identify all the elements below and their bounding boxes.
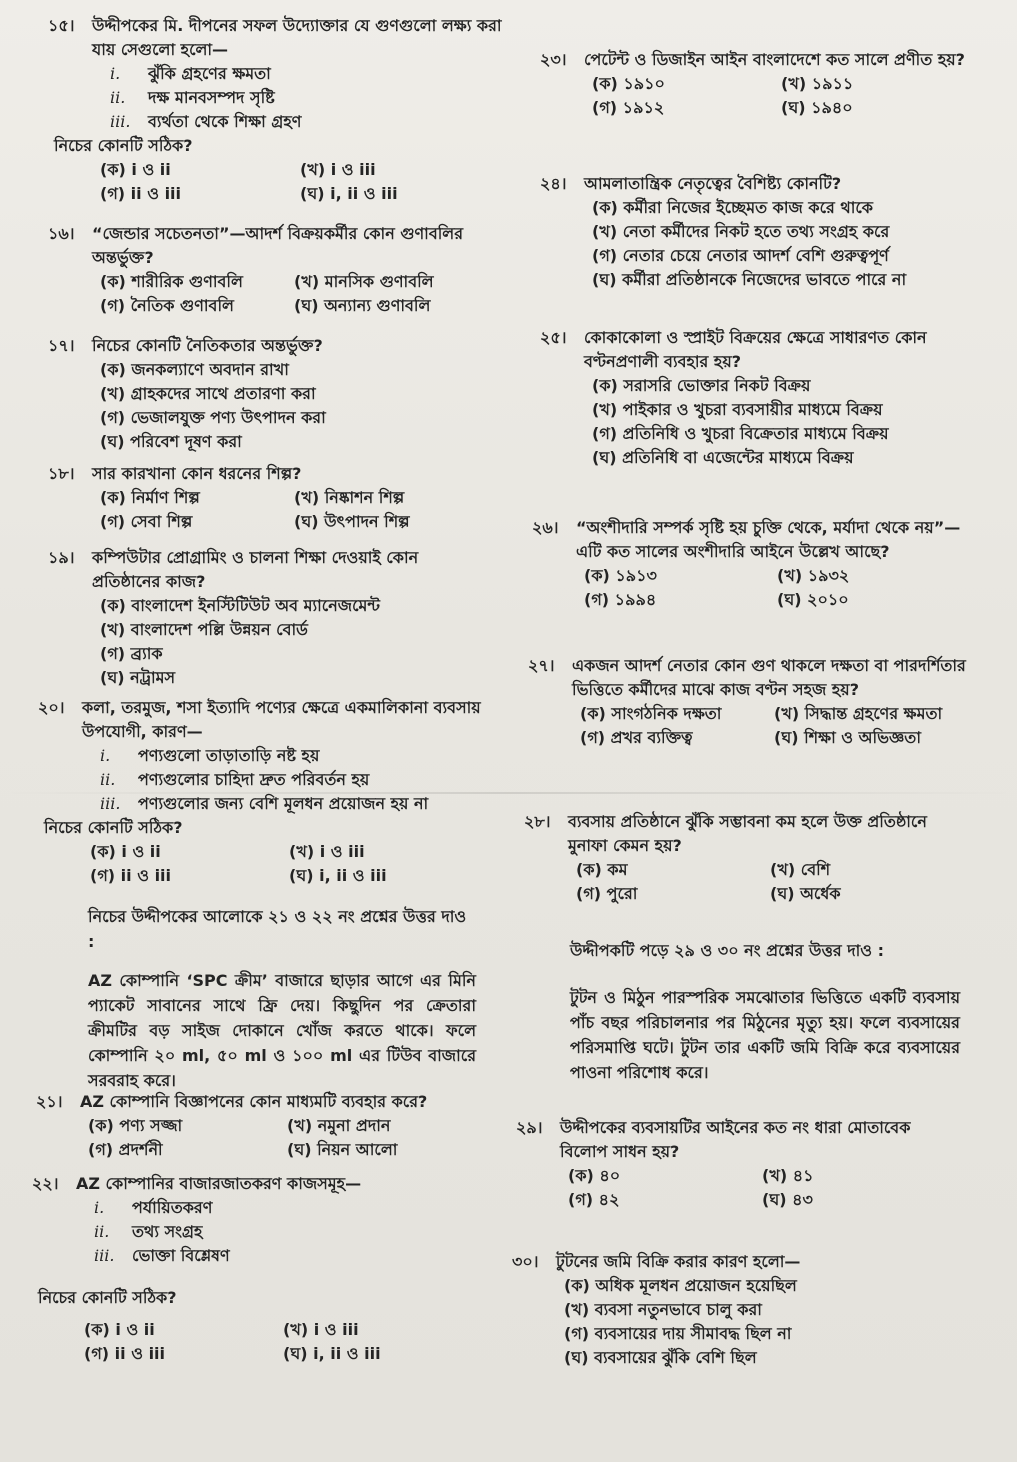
option-ka: (ক) ১৯১০: [592, 74, 665, 93]
option-ka: (ক) জনকল্যাণে অবদান রাখা: [100, 360, 289, 379]
option-kha: (খ) ব্যবসা নতুনভাবে চালু করা: [564, 1300, 762, 1319]
option-ga: (গ) ব্যবসায়ের দায় সীমাবদ্ধ ছিল না: [564, 1324, 792, 1343]
question-24: [540, 172, 970, 292]
option-ga: (গ) প্রদর্শনী: [88, 1140, 163, 1159]
question-stem: উদ্দীপকের মি. দীপনের সফল উদ্যোক্তার যে গুণগুলো লক্ষ্য করা যায় সেগুলো হলো—: [92, 16, 502, 59]
options: [568, 1164, 956, 1212]
stimulus-text: AZ কোম্পানি ‘SPC ক্রীম’ বাজারে ছাড়ার আগে এর মিনি প্যাকেট সাবানের সাথে ফ্রি দেয়। কিছুদিন পর ক্রেতারা ক্রীমটির বড় সাইজ দোকানে খোঁজ করতে থাকে। ফলে কোম্পানি ২০ ml, ৫০ ml ও ১০০ ml এর টিউব বাজারে সরবরাহ করে।: [88, 971, 476, 1090]
option-gha: (ঘ) i, ii ও iii: [283, 1344, 381, 1363]
option-kha: (খ) নিষ্কাশন শিল্প: [294, 488, 405, 507]
question-stem: AZ কোম্পানির বাজারজাতকরণ কাজসমূহ—: [76, 1174, 362, 1193]
options: [576, 858, 964, 906]
option-ka: (ক) অধিক মূলধন প্রয়োজন হয়েছিল: [564, 1276, 797, 1295]
option-kha: (খ) নেতা কর্মীদের নিকট হতে তথ্য সংগ্রহ করে: [592, 222, 890, 241]
option-ka: (ক) ৪০: [568, 1166, 621, 1185]
statement: i. পর্যায়িতকরণ: [94, 1198, 213, 1217]
option-gha: (ঘ) i, ii ও iii: [300, 184, 398, 203]
which-correct: নিচের কোনটি সঠিক?: [38, 1288, 177, 1307]
options: [100, 358, 488, 454]
options: [564, 1274, 952, 1370]
statement-list: [100, 744, 488, 816]
option-gha: (ঘ) শিক্ষা ও অভিজ্ঞতা: [774, 728, 921, 747]
option-gha: (ঘ) অর্ধেক: [770, 884, 841, 903]
question-number: ২৪।: [540, 174, 567, 193]
question-stem: আমলাতান্ত্রিক নেতৃত্বের বৈশিষ্ট্য কোনটি?: [584, 174, 842, 193]
option-ka: (ক) পণ্য সজ্জা: [88, 1116, 183, 1135]
option-ka: (ক) i ও ii: [84, 1320, 155, 1339]
options: [84, 1318, 482, 1366]
option-kha: (খ) সিদ্ধান্ত গ্রহণের ক্ষমতা: [774, 704, 943, 723]
question-number: ৩০।: [512, 1252, 539, 1271]
statement-list: [94, 1196, 482, 1268]
options: [100, 158, 503, 206]
option-gha: (ঘ) ৪৩: [762, 1190, 813, 1209]
option-ga: (গ) ভেজালযুক্ত পণ্য উৎপাদন করা: [100, 408, 326, 427]
option-gha: (ঘ) নট্রামস: [100, 668, 176, 687]
question-26: [532, 516, 970, 612]
option-gha: (ঘ) কর্মীরা প্রতিষ্ঠানকে নিজেদের ভাবতে পারে না: [592, 270, 907, 289]
statement: iii. পণ্যগুলোর জন্য বেশি মূলধন প্রয়োজন হয় না: [100, 794, 429, 813]
question-stem: নিচের কোনটি নৈতিকতার অন্তর্ভুক্ত?: [92, 336, 323, 355]
question-number: ২৯।: [516, 1118, 543, 1137]
option-ka: (ক) কম: [576, 860, 628, 879]
statement-list: [110, 62, 503, 134]
question-stem: “জেন্ডার সচেতনতা”—আদর্শ বিক্রয়কর্মীর কোন গুণাবলির অন্তর্ভুক্ত?: [92, 224, 464, 267]
option-ga: (গ) ব্র্যাক: [100, 644, 163, 663]
question-stem: কোকাকোলা ও স্প্রাইট বিক্রয়ের ক্ষেত্রে সাধারণত কোন বণ্টনপ্রণালী ব্যবহার হয়?: [584, 328, 927, 371]
options: [592, 196, 970, 292]
question-number: ২৬।: [532, 518, 559, 537]
stimulus-intro: নিচের উদ্দীপকের আলোকে ২১ ও ২২ নং প্রশ্নের উত্তর দাও :: [88, 907, 467, 951]
option-ga: (গ) ১৯৯৪: [584, 590, 657, 609]
question-18: [48, 462, 488, 534]
question-number: ১৬।: [48, 224, 75, 243]
question-21: [36, 1090, 486, 1162]
question-20: [38, 696, 488, 888]
statement: i. পণ্যগুলো তাড়াতাড়ি নষ্ট হয়: [100, 746, 320, 765]
option-ga: (গ) পুরো: [576, 884, 638, 903]
question-30: [512, 1250, 952, 1370]
options: [88, 1114, 486, 1162]
stimulus-29-30: [570, 938, 960, 1085]
question-number: ১৯।: [48, 548, 75, 567]
question-stem: একজন আদর্শ নেতার কোন গুণ থাকলে দক্ষতা বা পারদর্শিতার ভিত্তিতে কর্মীদের মাঝে কাজ বণ্টন সহজ হয়?: [572, 656, 966, 699]
option-kha: (খ) i ও iii: [283, 1320, 359, 1339]
options: [584, 564, 970, 612]
option-ga: (গ) ১৯১২: [592, 98, 665, 117]
option-gha: (ঘ) নিয়ন আলো: [287, 1140, 398, 1159]
option-ga: (গ) ii ও iii: [90, 866, 172, 885]
option-ka: (ক) সরাসরি ভোক্তার নিকট বিক্রয়: [592, 376, 811, 395]
options: [100, 594, 488, 690]
which-correct: নিচের কোনটি সঠিক?: [54, 136, 193, 155]
option-gha: (ঘ) ব্যবসায়ের ঝুঁকি বেশি ছিল: [564, 1348, 757, 1367]
question-number: ২১।: [36, 1092, 63, 1111]
question-number: ২৩।: [540, 50, 567, 69]
option-kha: (খ) পাইকার ও খুচরা ব্যবসায়ীর মাধ্যমে বিক্রয়: [592, 400, 883, 419]
question-stem: ব্যবসায় প্রতিষ্ঠানে ঝুঁকি সম্ভাবনা কম হলে উক্ত প্রতিষ্ঠানে মুনাফা কেমন হয়?: [568, 812, 927, 855]
question-number: ২৮।: [524, 812, 551, 831]
option-gha: (ঘ) উৎপাদন শিল্প: [294, 512, 410, 531]
question-15: [48, 14, 503, 206]
option-gha: (ঘ) ২০১০: [777, 590, 849, 609]
option-kha: (খ) ১৯৩২: [777, 566, 850, 585]
option-gha: (ঘ) প্রতিনিধি বা এজেন্টের মাধ্যমে বিক্রয়: [592, 448, 854, 467]
question-number: ২৭।: [528, 656, 555, 675]
option-ga: (গ) প্রতিনিধি ও খুচরা বিক্রেতার মাধ্যমে বিক্রয়: [592, 424, 889, 443]
question-25: [540, 326, 970, 470]
question-stem: কম্পিউটার প্রোগ্রামিং ও চালনা শিক্ষা দেওয়াই কোন প্রতিষ্ঠানের কাজ?: [92, 548, 419, 591]
option-ka: (ক) শারীরিক গুণাবলি: [100, 272, 243, 291]
question-stem: টুটনের জমি বিক্রি করার কারণ হলো—: [556, 1252, 801, 1271]
statement: ii. তথ্য সংগ্রহ: [94, 1222, 203, 1241]
option-ka: (ক) ১৯১৩: [584, 566, 657, 585]
question-28: [524, 810, 964, 906]
question-stem: সার কারখানা কোন ধরনের শিল্প?: [92, 464, 302, 483]
statement: iii. ব্যর্থতা থেকে শিক্ষা গ্রহণ: [110, 112, 302, 131]
option-kha: (খ) বেশি: [770, 860, 831, 879]
options: [580, 702, 968, 750]
option-kha: (খ) ১৯১১: [781, 74, 854, 93]
options: [100, 486, 488, 534]
option-ka: (ক) i ও ii: [90, 842, 161, 861]
statement: i. ঝুঁকি গ্রহণের ক্ষমতা: [110, 64, 271, 83]
option-ga: (গ) সেবা শিল্প: [100, 512, 193, 531]
options: [100, 270, 488, 318]
option-kha: (খ) i ও iii: [300, 160, 376, 179]
option-ka: (ক) বাংলাদেশ ইনস্টিটিউট অব ম্যানেজমেন্ট: [100, 596, 380, 615]
stimulus-intro: উদ্দীপকটি পড়ে ২৯ ও ৩০ নং প্রশ্নের উত্তর দাও :: [570, 941, 885, 960]
question-stem: উদ্দীপকের ব্যবসায়টির আইনের কত নং ধারা মোতাবেক বিলোপ সাধন হয়?: [560, 1118, 911, 1161]
option-gha: (ঘ) পরিবেশ দূষণ করা: [100, 432, 242, 451]
question-number: ২২।: [32, 1174, 59, 1193]
statement: iii. ভোক্তা বিশ্লেষণ: [94, 1246, 230, 1265]
question-number: ২৫।: [540, 328, 567, 347]
option-kha: (খ) নমুনা প্রদান: [287, 1116, 391, 1135]
question-22: [32, 1172, 482, 1366]
option-ga: (গ) নেতার চেয়ে নেতার আদর্শ বেশি গুরুত্বপূর্ণ: [592, 246, 889, 265]
question-number: ১৭।: [48, 336, 75, 355]
question-23: [540, 48, 970, 120]
option-ga: (গ) প্রখর ব্যক্তিত্ব: [580, 728, 693, 747]
question-number: ১৮।: [48, 464, 75, 483]
option-kha: (খ) গ্রাহকদের সাথে প্রতারণা করা: [100, 384, 316, 403]
option-kha: (খ) বাংলাদেশ পল্লি উন্নয়ন বোর্ড: [100, 620, 308, 639]
option-ga: (গ) ii ও iii: [84, 1344, 166, 1363]
question-stem: কলা, তরমুজ, শসা ইত্যাদি পণ্যের ক্ষেত্রে একমালিকানা ব্যবসায় উপযোগী, কারণ—: [82, 698, 481, 741]
options: [90, 840, 488, 888]
which-correct: নিচের কোনটি সঠিক?: [44, 818, 183, 837]
option-ka: (ক) কর্মীরা নিজের ইচ্ছেমত কাজ করে থাকে: [592, 198, 873, 217]
options: [592, 374, 970, 470]
options: [592, 72, 970, 120]
question-17: [48, 334, 488, 454]
option-ga: (গ) নৈতিক গুণাবলি: [100, 296, 234, 315]
stimulus-21-22: [88, 904, 476, 1093]
option-ka: (ক) i ও ii: [100, 160, 171, 179]
question-19: [48, 546, 488, 690]
option-gha: (ঘ) ১৯৪০: [781, 98, 853, 117]
stimulus-text: টুটন ও মিঠুন পারস্পরিক সমঝোতার ভিত্তিতে একটি ব্যবসায় পাঁচ বছর পরিচালনার পর মিঠুনের মৃত্যু হয়। ফলে ব্যবসায়ের পরিসমাপ্তি ঘটে। টুটন তার একটি জমি বিক্রি করে ব্যবসায়ের পাওনা পরিশোধ করে।: [570, 988, 960, 1082]
option-kha: (খ) i ও iii: [289, 842, 365, 861]
option-gha: (ঘ) অন্যান্য গুণাবলি: [294, 296, 431, 315]
option-kha: (খ) মানসিক গুণাবলি: [294, 272, 434, 291]
question-stem: পেটেন্ট ও ডিজাইন আইন বাংলাদেশে কত সালে প্রণীত হয়?: [584, 50, 965, 69]
option-gha: (ঘ) i, ii ও iii: [289, 866, 387, 885]
question-number: ১৫।: [48, 16, 75, 35]
option-ga: (গ) ৪২: [568, 1190, 620, 1209]
statement: ii. দক্ষ মানবসম্পদ সৃষ্টি: [110, 88, 275, 107]
question-number: ২০।: [38, 698, 65, 717]
option-ka: (ক) সাংগঠনিক দক্ষতা: [580, 704, 722, 723]
question-stem: “অংশীদারি সম্পর্ক সৃষ্টি হয় চুক্তি থেকে, মর্যাদা থেকে নয়”—এটি কত সালের অংশীদারি আইনে উল্লেখ আছে?: [576, 518, 961, 561]
statement: ii. পণ্যগুলোর চাহিদা দ্রুত পরিবর্তন হয়: [100, 770, 370, 789]
question-27: [528, 654, 968, 750]
question-29: [516, 1116, 956, 1212]
question-16: [48, 222, 488, 318]
option-ka: (ক) নির্মাণ শিল্প: [100, 488, 200, 507]
question-stem: AZ কোম্পানি বিজ্ঞাপনের কোন মাধ্যমটি ব্যবহার করে?: [80, 1092, 428, 1111]
option-kha: (খ) ৪১: [762, 1166, 814, 1185]
option-ga: (গ) ii ও iii: [100, 184, 182, 203]
